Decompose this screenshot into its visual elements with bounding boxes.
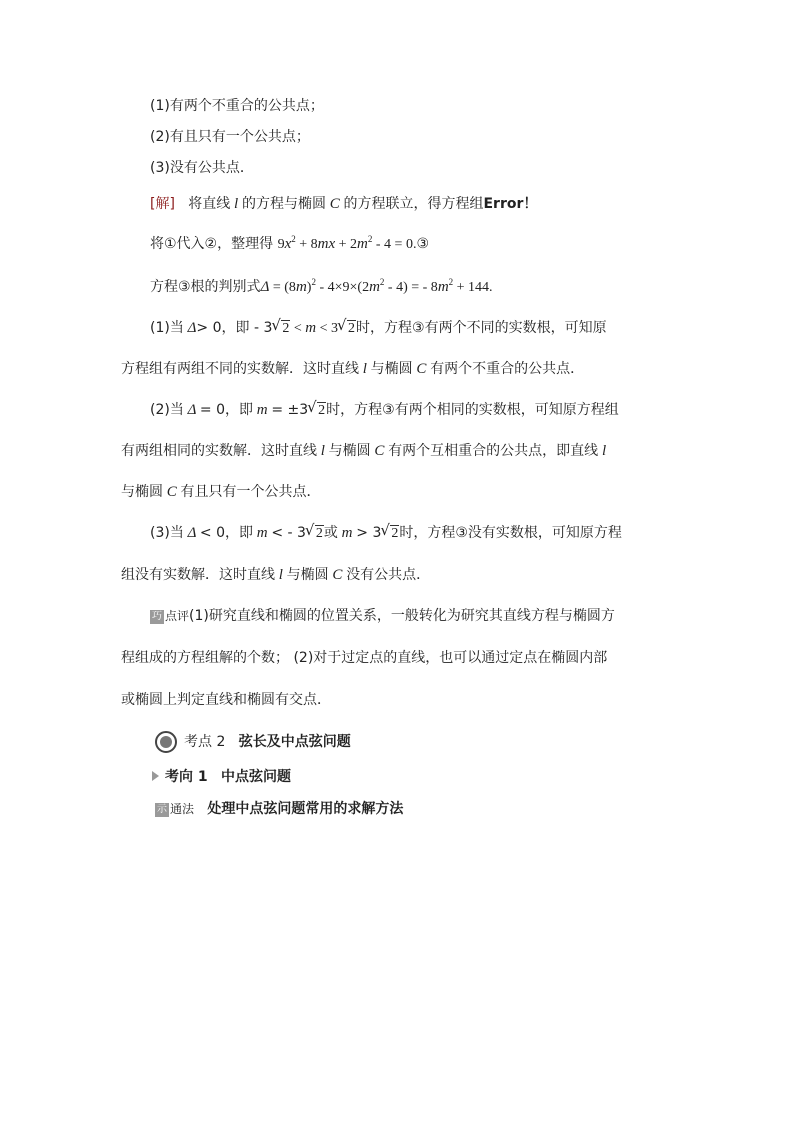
- triangle-icon: [152, 771, 159, 781]
- case-3-line-2: 组没有实数解．这时直线 l 与椭圆 C 没有公共点．: [121, 567, 431, 583]
- case-2-line-1: (2)当 Δ = 0，即 m = ±3√ 2时，方程③有两个相同的实数根，可知原方程组: [150, 400, 619, 420]
- method-tag: 示: [157, 804, 167, 815]
- solution-line-1: [解] 将直线 l 的方程与椭圆 C 的方程联立，得方程组Error！: [150, 196, 538, 212]
- question-item-3: (3)没有公共点．: [150, 160, 254, 176]
- case-1-line-1: (1)当 Δ> 0，即 - 3√ 2 < m < 3√ 2时，方程③有两个不同的实数根，可知原: [150, 318, 607, 339]
- comment-line-3: 或椭圆上判定直线和椭圆有交点．: [121, 692, 331, 708]
- section-circle-icon: [155, 731, 177, 753]
- case-2-line-3: 与椭圆 C 有且只有一个公共点．: [121, 484, 321, 500]
- solution-line-2: 将①代入②，整理得 $9x^2 + 8mx + 2m^2 - 4$ = 0.③: [150, 234, 430, 252]
- solution-line-3: 方程③根的判别式$\Delta = (8m)^2 - 4\times 9\times(2m^2 - 4)$ = - $8m^2 + 144$.: [150, 277, 493, 295]
- case-1-line-2: 方程组有两组不同的实数解．这时直线 l 与椭圆 C 有两个不重合的公共点．: [121, 361, 585, 377]
- case-3-line-1: (3)当 Δ < 0，即 m < - 3√ 2或 m > 3√ 2时，方程③没有实数根，可知原方程: [150, 523, 622, 543]
- error-text: Error！: [483, 196, 538, 212]
- comment-line-2: 程组成的方程组解的个数； (2)对于过定点的直线，也可以通过定点在椭圆内部: [121, 650, 608, 666]
- case-2-line-2: 有两组相同的实数解．这时直线 l 与椭圆 C 有两个互相重合的公共点，即直线 l: [121, 443, 607, 459]
- subsection-heading: 考向 1 中点弦问题: [152, 767, 291, 787]
- solution-tag: [解]: [150, 196, 175, 212]
- question-item-2: (2)有且只有一个公共点；: [150, 129, 310, 145]
- comment-line-1: 巧 点评(1)研究直线和椭圆的位置关系，一般转化为研究其直线方程与椭圆方: [152, 608, 615, 624]
- question-item-1: (1)有两个不重合的公共点；: [150, 98, 324, 114]
- section-heading: 考点 2 弦长及中点弦问题: [184, 734, 351, 750]
- comment-tag: 巧: [152, 611, 162, 622]
- method-heading: 示 通法 处理中点弦问题常用的求解方法: [157, 801, 404, 817]
